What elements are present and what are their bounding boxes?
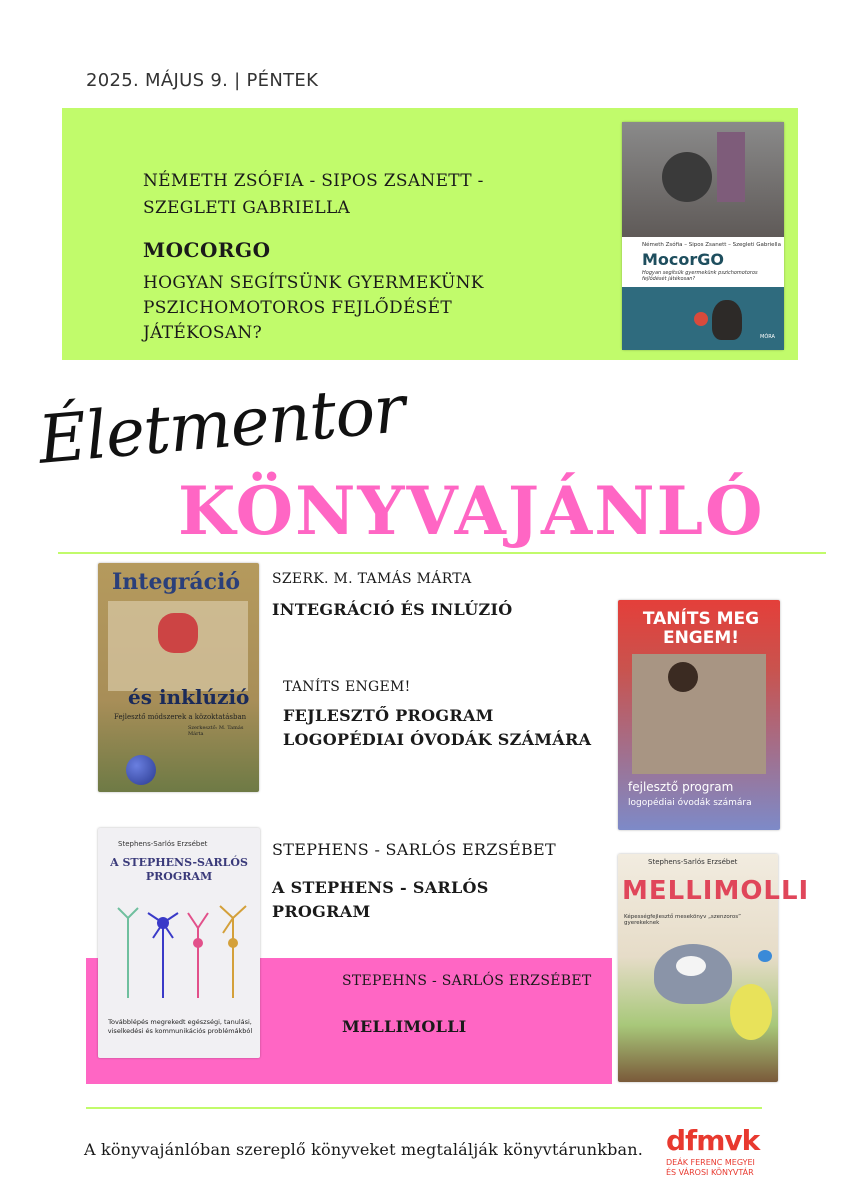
featured-subtitle: HOGYAN SEGÍTSÜNK GYERMEKÜNK PSZICHOMOTOROS FEJLŐDÉSÉT JÁTÉKOSAN? (143, 273, 484, 343)
neuron-illustration-icon (108, 898, 250, 1008)
photo-teacher-icon (632, 654, 766, 774)
book2-author: TANÍTS ENGEM! (283, 679, 411, 695)
mellimolli-cover: Stephens-Sarlós Erzsébet MELLIMOLLI Képességfejlesztő mesekönyv „szenzoros” gyerekeknek (618, 854, 778, 1082)
mocorgo-cover: Németh Zsófia – Sipos Zsanett – Szegleti Gabriella MocorGO Hogyan segítsük gyermekünk pszichomotoros fejlődését játékosan? MÓRA (622, 122, 784, 350)
beetle-mascot-icon (712, 300, 742, 340)
book3-author: STEPHENS - SARLÓS ERZSÉBET (272, 840, 556, 859)
heading-script: Életmentor (35, 370, 408, 479)
ball-icon (126, 755, 156, 785)
book2-title: FEJLESZTŐ PROGRAM LOGOPÉDIAI ÓVODÁK SZÁMÁRA (283, 706, 592, 749)
book4-author: STEPEHNS - SARLÓS ERZSÉBET (342, 973, 592, 989)
book4-title: MELLIMOLLI (342, 1017, 467, 1036)
book3-title: A STEPHENS - SARLÓS PROGRAM (272, 878, 489, 921)
book1-title: INTEGRÁCIÓ ÉS INLÚZIÓ (272, 600, 513, 619)
heading-main: KÖNYVAJÁNLÓ (178, 472, 765, 550)
book1-author: SZERK. M. TAMÁS MÁRTA (272, 571, 472, 587)
stephens-cover: Stephens-Sarlós Erzsébet A STEPHENS-SARLÓS PROGRAM Továbblépés megrekedt egészségi, tanulási, viselkedési és kommunikációs problémákból (98, 828, 260, 1058)
divider-bottom (86, 1107, 762, 1109)
divider-top (58, 552, 826, 554)
featured-authors: NÉMETH ZSÓFIA - SIPOS ZSANETT - SZEGLETI GABRIELLA (143, 171, 484, 218)
library-logo-text: DEÁK FERENC MEGYEI ÉS VÁROSI KÖNYVTÁR (666, 1158, 755, 1177)
footer-note: A könyvajánlóban szereplő könyveket megtalálják könyvtárunkban. (84, 1140, 644, 1159)
library-logo: dfmvk (666, 1124, 760, 1157)
photo-figure-icon (662, 152, 712, 202)
integracio-cover: Integráció és inklúzió Fejlesztő módszerek a közoktatásban Szerkesztő: M. Tamás Márta (98, 563, 259, 792)
event-date: 2025. MÁJUS 9. | PÉNTEK (86, 70, 319, 91)
tanits-cover: TANÍTS MEG ENGEM! fejlesztő program logopédiai óvodák számára (618, 600, 780, 830)
featured-title: MOCORGO (143, 238, 271, 262)
